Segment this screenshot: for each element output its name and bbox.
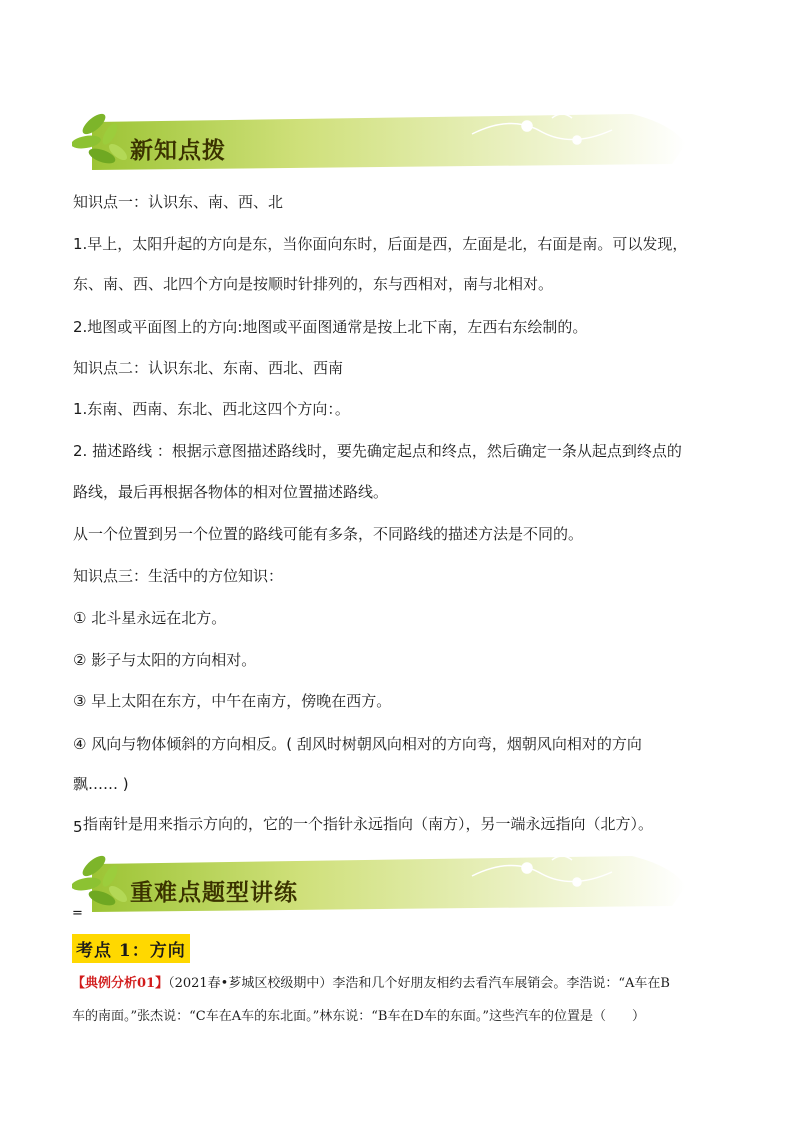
kp2-p2b: 路线，最后再根据各物体的相对位置描述路线。 [73, 483, 389, 501]
section-banner-2 [72, 846, 686, 924]
kp2-p3: 从一个位置到另一个位置的路线可能有多条，不同路线的描述方法是不同的。 [73, 525, 584, 543]
kp1-p1b: 东、南、西、北四个方向是按顺时针排列的，东与西相对，南与北相对。 [73, 275, 554, 293]
kp3-item-5-number: 5 [73, 818, 83, 836]
example-text-1: （2021春•芗城区校级期中）李浩和几个好朋友相约去看汽车展销会。李浩说：“A车在B [168, 976, 670, 991]
kp2-p2a: 2. 描述路线 ：根据示意图描述路线时，要先确定起点和终点，然后确定一条从起点到终点的 [73, 442, 682, 460]
section-title: 重难点题型讲练 [130, 880, 298, 906]
example-line-1 [72, 975, 670, 993]
kp2-p1: 1.东南、西南、东北、西北这四个方向：。 [73, 400, 350, 418]
kp3-item-3: ③ 早上太阳在东方，中午在南方，傍晚在西方。 [73, 692, 392, 710]
kp3-item-2: ② 影子与太阳的方向相对。 [73, 651, 257, 669]
example-line-2: 车的南面。”张杰说：“C车在A车的东北面。”林东说：“B车在D车的东面。”这些汽车的位置是（ ） [72, 1009, 646, 1024]
kp2-heading: 知识点二：认识东北、东南、西北、西南 [73, 359, 344, 377]
kp3-heading: 知识点三：生活中的方位知识： [73, 567, 284, 585]
kp3-item-4a: ④ 风向与物体倾斜的方向相反。( 刮风时树朝风向相对的方向弯，烟朝风向相对的方向 [73, 735, 642, 753]
stray-mark: = [72, 906, 83, 921]
example-tag: 【典例分析01】 [72, 976, 169, 991]
section-title: 新知点拨 [130, 138, 226, 164]
kp3-item-5: 指南针是用来指示方向的，它的一个指针永远指向（南方），另一端永远指向（北方）。 [83, 815, 654, 833]
kp1-heading: 知识点一：认识东、南、西、北 [73, 193, 284, 211]
kp1-p2: 2.地图或平面图上的方向:地图或平面图通常是按上北下南，左西右东绘制的。 [73, 318, 588, 336]
kp3-item-1: ① 北斗星永远在北方。 [73, 609, 227, 627]
topic-label: 考点 1：方向 [72, 934, 190, 963]
section-banner-1 [72, 104, 686, 182]
kp3-item-4b: 飘…… ) [73, 775, 129, 793]
kp1-p1a: 1.早上，太阳升起的方向是东，当你面向东时，后面是西，左面是北，右面是南。可以发现， [73, 235, 688, 253]
